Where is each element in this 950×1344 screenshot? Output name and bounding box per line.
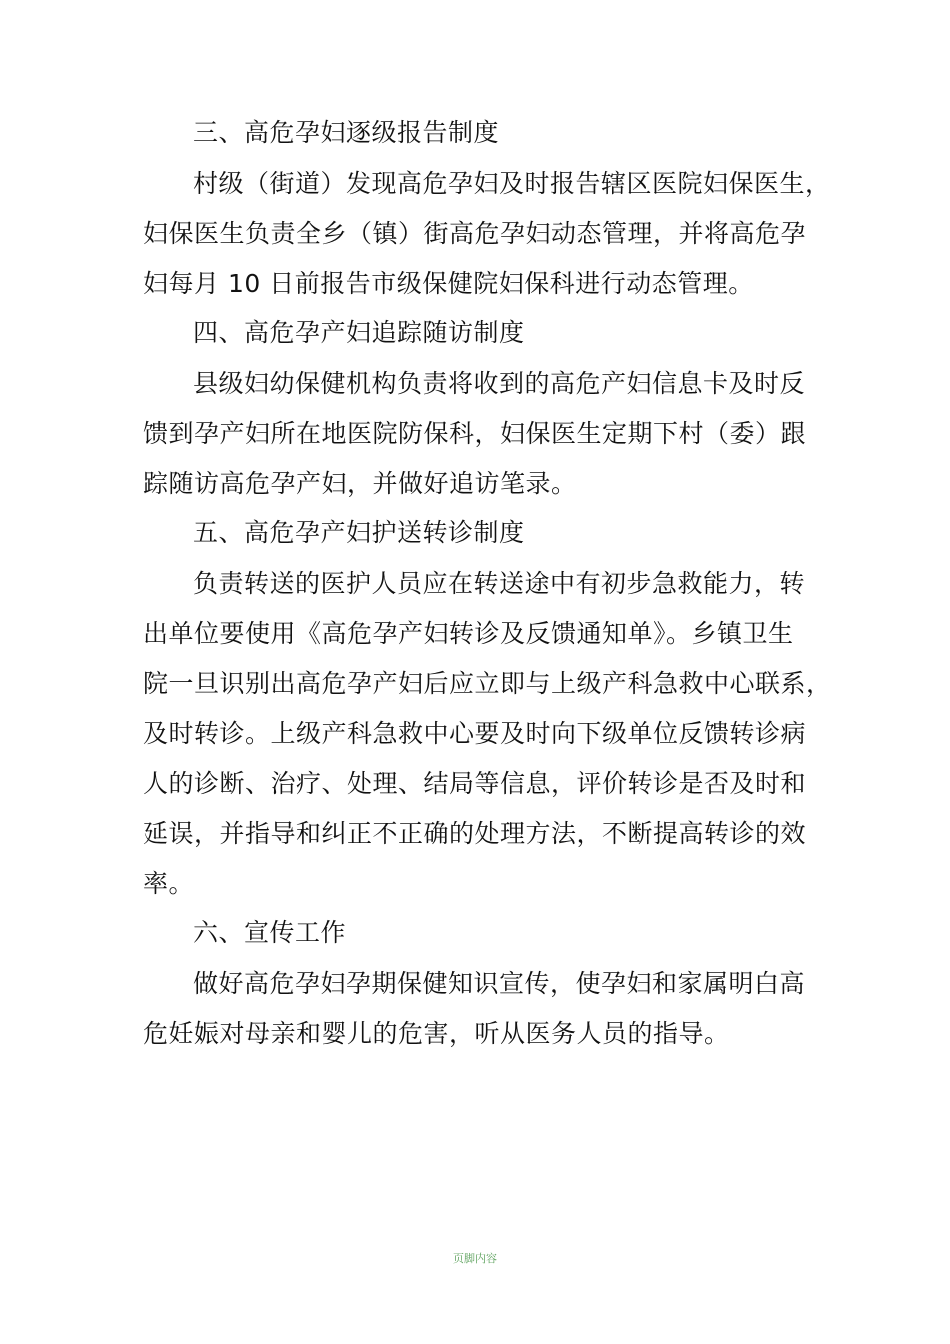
paragraph-line: 妇每月 10 日前报告市级保健院妇保科进行动态管理。 (143, 269, 754, 298)
paragraph-line: 院一旦识别出高危孕产妇后应立即与上级产科急救中心联系， (143, 669, 832, 698)
paragraph-line: 出单位要使用《高危孕产妇转诊及反馈通知单》。乡镇卫生 (143, 619, 794, 648)
paragraph-line: 踪随访高危孕产妇，并做好追访笔录。 (143, 469, 577, 498)
paragraph-line: 村级（街道）发现高危孕妇及时报告辖区医院妇保医生， (193, 169, 831, 198)
paragraph-line: 及时转诊。上级产科急救中心要及时向下级单位反馈转诊病 (143, 719, 807, 748)
section-heading-4: 四、高危孕产妇追踪随访制度 (193, 318, 525, 347)
paragraph-line: 妇保医生负责全乡（镇）街高危孕妇动态管理，并将高危孕 (143, 219, 807, 248)
paragraph-line: 危妊娠对母亲和婴儿的危害，听从医务人员的指导。 (143, 1019, 730, 1048)
paragraph-line: 馈到孕产妇所在地医院防保科，妇保医生定期下村（委）跟 (143, 419, 807, 448)
section-heading-5: 五、高危孕产妇护送转诊制度 (193, 518, 525, 547)
paragraph-line: 负责转送的医护人员应在转送途中有初步急救能力，转 (193, 569, 806, 598)
paragraph-line: 人的诊断、治疗、处理、结局等信息，评价转诊是否及时和 (143, 769, 807, 798)
paragraph-line: 延误，并指导和纠正不正确的处理方法，不断提高转诊的效 (143, 819, 807, 848)
paragraph-line: 做好高危孕妇孕期保健知识宣传，使孕妇和家属明白高 (193, 969, 806, 998)
page-footer: 页脚内容 (453, 1252, 497, 1265)
section-heading-3: 三、高危孕妇逐级报告制度 (193, 118, 500, 147)
section-heading-6: 六、宣传工作 (193, 918, 347, 947)
paragraph-line: 率。 (143, 869, 195, 898)
paragraph-line: 县级妇幼保健机构负责将收到的高危产妇信息卡及时反 (193, 369, 806, 398)
